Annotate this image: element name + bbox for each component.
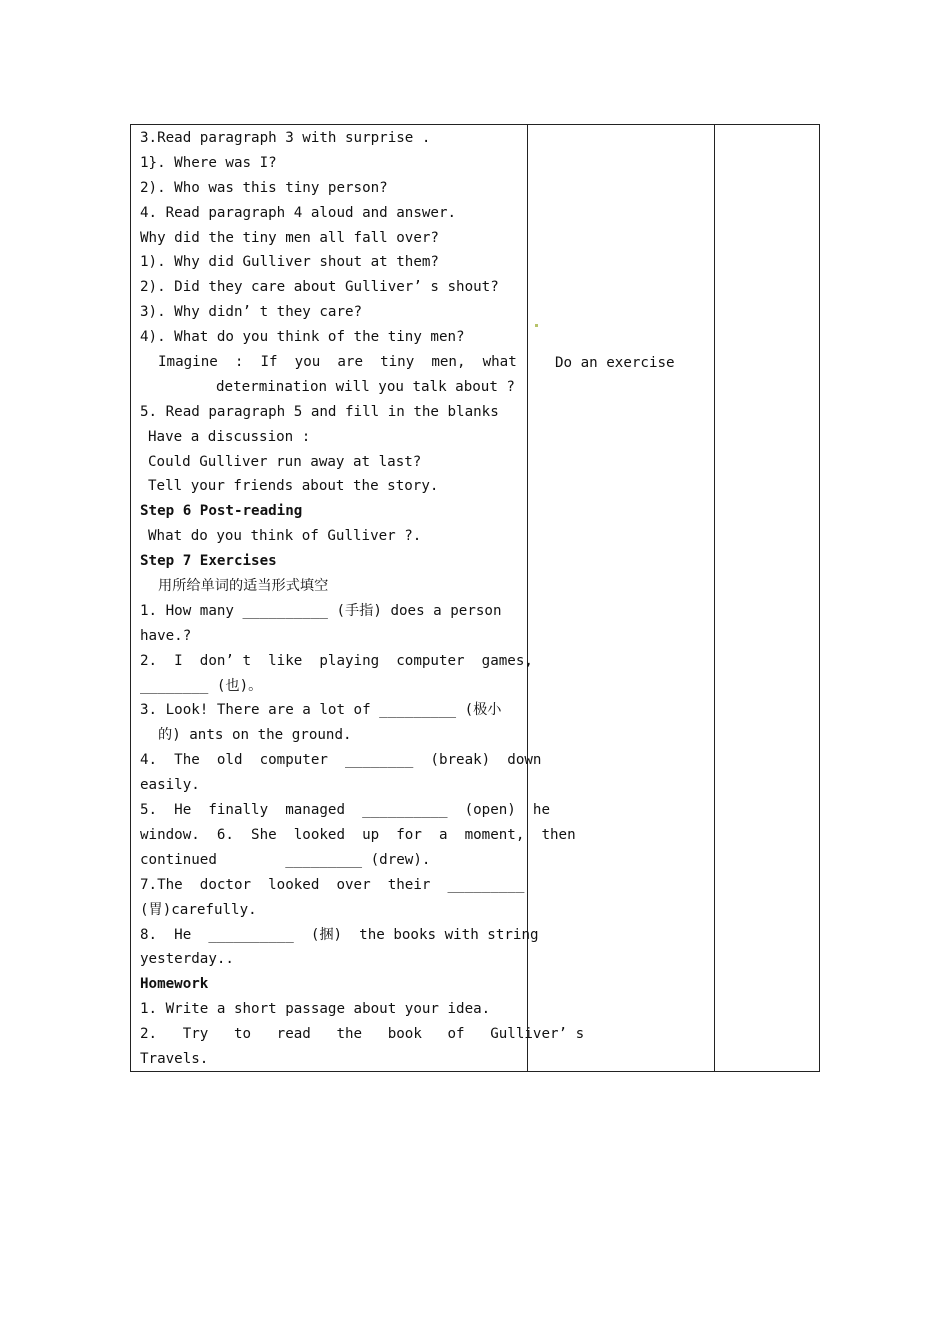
exercise-line: 的) ants on the ground. [158,727,352,744]
homework-line: 2. Try to read the book of Gulliver’ s [140,1026,585,1043]
lesson-table [130,124,820,1072]
text-line: Imagine : If you are tiny men, what [158,354,517,371]
exercise-line: have.? [140,627,192,644]
scan-speck [535,324,538,327]
text-line: 4. Read paragraph 4 aloud and answer. [140,204,457,221]
exercise-line: 8. He __________ (捆) the books with string [140,926,539,943]
homework-heading: Homework [140,976,209,993]
column-divider-2 [714,125,715,1071]
text-line: Have a discussion : [148,428,311,445]
text-line: Tell your friends about the story. [148,478,439,495]
text-line: Why did the tiny men all fall over? [140,229,439,246]
exercise-line: 7.The doctor looked over their _________ [140,876,525,893]
exercise-line: 3. Look! There are a lot of _________ (极小 [140,702,502,719]
homework-line: 1. Write a short passage about your idea. [140,1001,491,1018]
text-line: determination will you talk about ? [216,378,515,395]
text-line: 2). Did they care about Gulliver’ s shout? [140,279,499,296]
exercise-line: continued _________ (drew). [140,851,431,868]
exercise-line: 4. The old computer ________ (break) down [140,752,542,769]
instruction-line: 用所给单词的适当形式填空 [158,578,329,595]
text-line: 3). Why didn’ t they care? [140,304,363,321]
exercise-line: ________ (也)。 [140,677,263,694]
text-line: What do you think of Gulliver ?. [148,528,422,545]
step-heading: Step 7 Exercises [140,553,277,570]
teaching-steps-cell [140,126,585,1072]
step-heading: Step 6 Post-reading [140,503,303,520]
text-line: 2). Who was this tiny person? [140,179,388,196]
text-line: 5. Read paragraph 5 and fill in the blanks [140,403,499,420]
text-line: 1}. Where was I? [140,154,277,171]
homework-line: Travels. [140,1050,209,1067]
text-line: Could Gulliver run away at last? [148,453,422,470]
student-activity-text: Do an exercise [555,355,675,371]
exercise-line: window. 6. She looked up for a moment, then [140,826,576,843]
text-line: 1). Why did Gulliver shout at them? [140,254,439,271]
exercise-line: easily. [140,777,200,794]
text-line: 4). What do you think of the tiny men? [140,329,465,346]
exercise-line: yesterday.. [140,951,234,968]
exercise-line: 1. How many __________ (手指) does a person [140,602,502,619]
exercise-line: 2. I don’ t like playing computer games, [140,652,533,669]
text-line: 3.Read paragraph 3 with surprise . [140,130,431,146]
exercise-line: 5. He finally managed __________ (open) he [140,802,550,819]
exercise-line: (胃)carefully. [140,901,257,918]
